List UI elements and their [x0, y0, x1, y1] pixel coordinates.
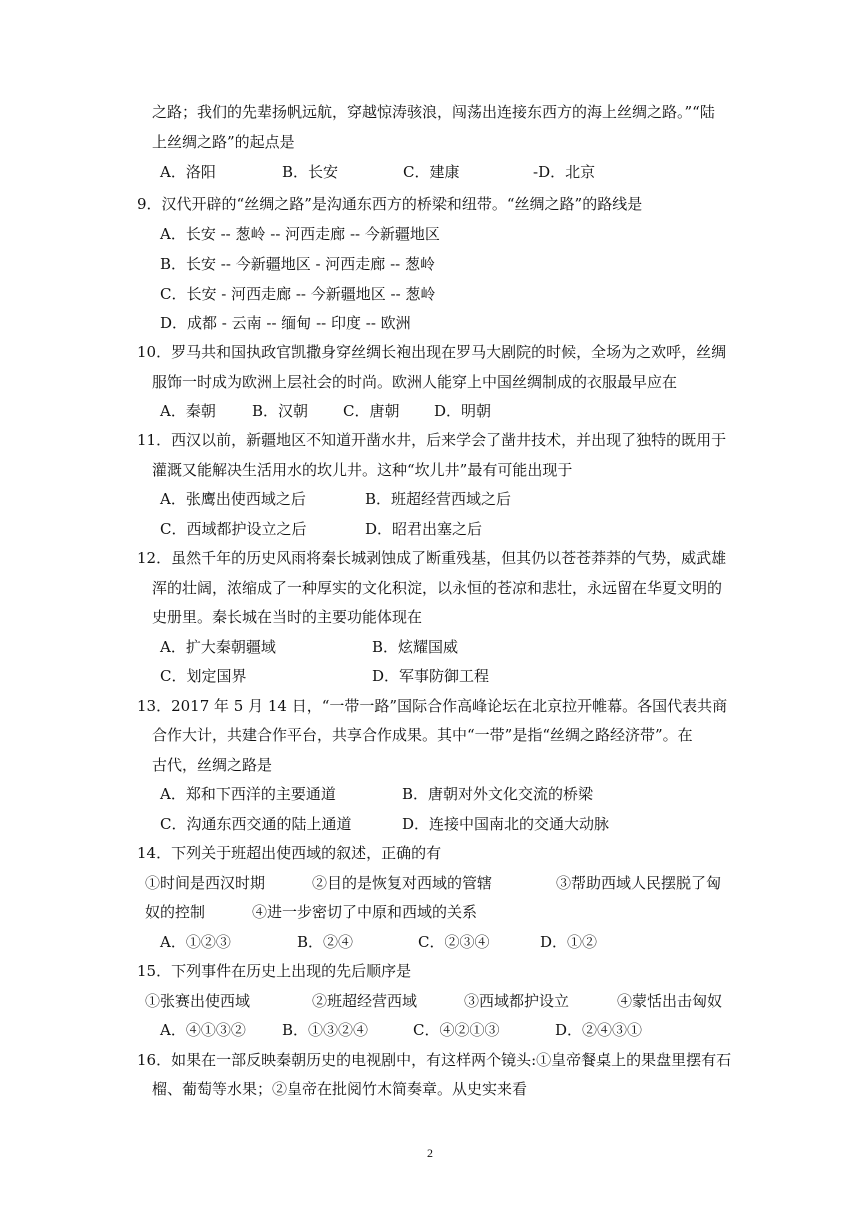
q13-option-a: A．郑和下西洋的主要通道 — [160, 785, 336, 803]
q9-option-b: B．长安 -- 今新疆地区 - 河西走廊 -- 葱岭 — [160, 255, 435, 273]
q12-option-b: B．炫耀国威 — [372, 638, 459, 656]
q15-option-a: A．④①③② — [160, 1021, 246, 1039]
q13-option-c: C．沟通东西交通的陆上通道 — [160, 815, 352, 833]
q9-option-d: D．成都 - 云南 -- 缅甸 -- 印度 -- 欧洲 — [160, 314, 411, 332]
q8-option-c: C．建康 — [403, 163, 460, 181]
q15-option-d: D．②④③① — [555, 1021, 643, 1039]
q10-stem-line-1: 10．罗马共和国执政官凯撒身穿丝绸长袍出现在罗马大剧院的时候，全场为之欢呼，丝绸 — [137, 343, 727, 361]
q13-option-d: D．连接中国南北的交通大动脉 — [402, 815, 610, 833]
q12-stem-line-1: 12．虽然千年的历史风雨将秦长城剥蚀成了断重残基，但其仍以苍苍莽莽的气势，威武雄 — [137, 549, 727, 567]
q15-item-3: ③西域都护设立 — [464, 992, 570, 1010]
q11-option-b: B．班超经营西域之后 — [365, 490, 512, 508]
q8-text-line-1: 之路；我们的先辈扬帆远航，穿越惊涛骇浪，闯荡出连接东西方的海上丝绸之路。”“陆 — [152, 103, 715, 121]
q10-option-a: A．秦朝 — [160, 402, 216, 420]
q11-stem-line-1: 11．西汉以前，新疆地区不知道开凿水井，后来学会了凿井技术，并出现了独特的既用于 — [137, 431, 727, 449]
q10-option-d: D．明朝 — [434, 402, 492, 420]
q15-stem: 15．下列事件在历史上出现的先后顺序是 — [137, 962, 412, 980]
q11-option-a: A．张鹰出使西域之后 — [160, 490, 306, 508]
q12-stem-line-2: 浑的壮阔，浓缩成了一种厚实的文化积淀，以永恒的苍凉和悲壮，永远留在华夏文明的 — [152, 579, 723, 597]
q12-stem-line-3: 史册里。秦长城在当时的主要功能体现在 — [152, 608, 423, 626]
q9-option-a: A．长安 -- 葱岭 -- 河西走廊 -- 今新疆地区 — [160, 225, 440, 243]
q14-option-d: D．①② — [540, 933, 598, 951]
q9-stem: 9．汉代开辟的“丝绸之路”是沟通东西方的桥梁和纽带。“丝绸之路”的路线是 — [137, 195, 643, 213]
q9-option-c: C．长安 - 河西走廊 -- 今新疆地区 -- 葱岭 — [160, 285, 436, 303]
q8-option-b: B．长安 — [282, 163, 339, 181]
q14-stem: 14．下列关于班超出使西域的叙述，正确的有 — [137, 844, 442, 862]
q11-option-c: C．西域都护设立之后 — [160, 520, 307, 538]
q12-option-c: C．划定国界 — [160, 667, 247, 685]
q15-item-1: ①张赛出使西域 — [145, 992, 251, 1010]
q14-item-3: ③帮助西域人民摆脱了匈 — [556, 874, 722, 892]
q12-option-d: D．军事防御工程 — [372, 667, 490, 685]
q10-option-b: B．汉朝 — [252, 402, 309, 420]
q16-stem-line-1: 16．如果在一部反映秦朝历史的电视剧中，有这样两个镜头:①皇帝餐桌上的果盘里摆有石 — [137, 1051, 732, 1069]
q11-option-d: D．昭君出塞之后 — [365, 520, 483, 538]
q14-item-1: ①时间是西汉时期 — [145, 874, 266, 892]
q8-option-a: A．洛阳 — [160, 163, 216, 181]
q14-item-4: ④进一步密切了中原和西域的关系 — [252, 903, 478, 921]
q16-stem-line-2: 榴、葡萄等水果；②皇帝在批阅竹木简奏章。从史实来看 — [152, 1080, 528, 1098]
q10-option-c: C．唐朝 — [343, 402, 400, 420]
q14-item-2: ②目的是恢复对西域的管辖 — [312, 874, 493, 892]
q15-option-b: B．①③②④ — [282, 1021, 369, 1039]
q14-option-b: B．②④ — [297, 933, 354, 951]
q15-item-4: ④蒙恬出击匈奴 — [617, 992, 723, 1010]
q8-text-line-2: 上丝绸之路”的起点是 — [152, 133, 295, 151]
q14-option-a: A．①②③ — [160, 933, 231, 951]
q13-option-b: B．唐朝对外文化交流的桥梁 — [402, 785, 594, 803]
q14-option-c: C．②③④ — [418, 933, 490, 951]
page-number: 2 — [427, 1146, 433, 1160]
q8-option-d: -D．北京 — [533, 163, 596, 181]
q15-option-c: C．④②①③ — [413, 1021, 500, 1039]
q14-item-3-cont: 奴的控制 — [145, 903, 206, 921]
q10-stem-line-2: 服饰一时成为欧洲上层社会的时尚。欧洲人能穿上中国丝绸制成的衣服最早应在 — [152, 373, 678, 391]
q13-stem-line-1: 13．2017 年 5 月 14 日，“一带一路”国际合作高峰论坛在北京拉开帷幕。各国代表共商 — [137, 697, 728, 715]
q13-stem-line-2: 合作大计，共建合作平台，共享合作成果。其中“一带”是指“丝绸之路经济带”。在 — [152, 726, 693, 744]
q12-option-a: A．扩大秦朝疆域 — [160, 638, 276, 656]
q15-item-2: ②班超经营西域 — [312, 992, 418, 1010]
q13-stem-line-3: 古代，丝绸之路是 — [152, 756, 273, 774]
q11-stem-line-2: 灌溉又能解决生活用水的坎儿井。这种“坎儿井”最有可能出现于 — [152, 461, 573, 479]
